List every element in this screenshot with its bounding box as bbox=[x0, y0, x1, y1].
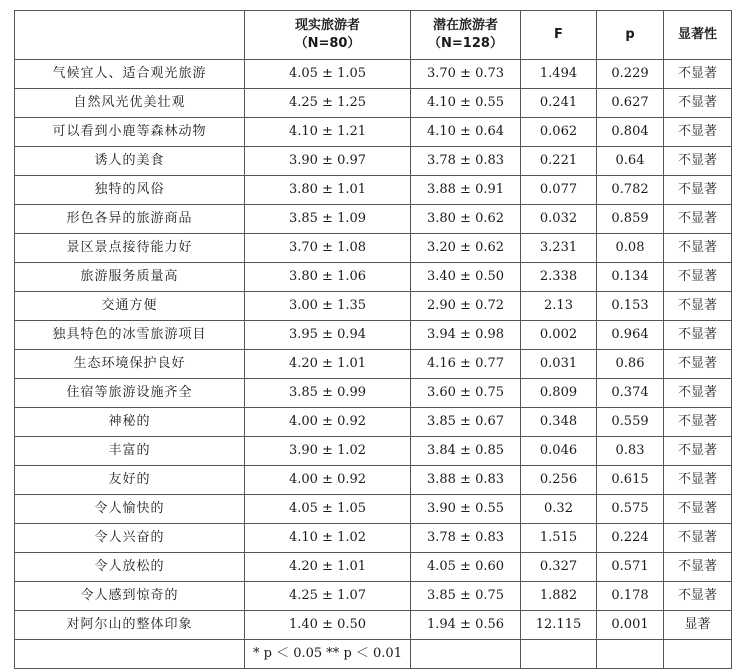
table-row bbox=[15, 437, 732, 466]
row-actual-mean: 3.90 ± 1.02 bbox=[245, 437, 411, 466]
row-potential-mean: 3.70 ± 0.73 bbox=[411, 60, 521, 89]
row-f-value: 0.348 bbox=[521, 408, 597, 437]
header-significance: 显著性 bbox=[664, 11, 732, 60]
row-significance: 显著 bbox=[664, 611, 732, 640]
row-significance: 不显著 bbox=[664, 205, 732, 234]
row-significance: 不显著 bbox=[664, 350, 732, 379]
row-significance: 不显著 bbox=[664, 89, 732, 118]
row-actual-mean: 4.20 ± 1.01 bbox=[245, 553, 411, 582]
row-potential-mean: 1.94 ± 0.56 bbox=[411, 611, 521, 640]
row-p-value: 0.86 bbox=[597, 350, 664, 379]
row-item: 住宿等旅游设施齐全 bbox=[15, 379, 245, 408]
row-potential-mean: 3.84 ± 0.85 bbox=[411, 437, 521, 466]
table-row bbox=[15, 495, 732, 524]
row-potential-mean: 3.90 ± 0.55 bbox=[411, 495, 521, 524]
row-item: 旅游服务质量高 bbox=[15, 263, 245, 292]
row-potential-mean: 4.10 ± 0.64 bbox=[411, 118, 521, 147]
row-actual-mean: 4.00 ± 0.92 bbox=[245, 408, 411, 437]
row-p-value: 0.374 bbox=[597, 379, 664, 408]
row-potential-mean: 3.80 ± 0.62 bbox=[411, 205, 521, 234]
row-item: 令人感到惊奇的 bbox=[15, 582, 245, 611]
row-p-value: 0.178 bbox=[597, 582, 664, 611]
row-p-value: 0.83 bbox=[597, 437, 664, 466]
row-p-value: 0.229 bbox=[597, 60, 664, 89]
row-p-value: 0.08 bbox=[597, 234, 664, 263]
row-potential-mean: 3.78 ± 0.83 bbox=[411, 524, 521, 553]
row-potential-mean: 3.78 ± 0.83 bbox=[411, 147, 521, 176]
table-row bbox=[15, 205, 732, 234]
footnote-blank-cell bbox=[411, 640, 521, 669]
row-potential-mean: 2.90 ± 0.72 bbox=[411, 292, 521, 321]
header-potential-tourists bbox=[411, 11, 521, 60]
table-row bbox=[15, 524, 732, 553]
table-row bbox=[15, 553, 732, 582]
row-p-value: 0.782 bbox=[597, 176, 664, 205]
row-p-value: 0.571 bbox=[597, 553, 664, 582]
row-item: 诱人的美食 bbox=[15, 147, 245, 176]
row-significance: 不显著 bbox=[664, 553, 732, 582]
row-actual-mean: 3.80 ± 1.01 bbox=[245, 176, 411, 205]
row-f-value: 12.115 bbox=[521, 611, 597, 640]
row-item: 生态环境保护良好 bbox=[15, 350, 245, 379]
row-significance: 不显著 bbox=[664, 582, 732, 611]
footnote-blank-cell bbox=[664, 640, 732, 669]
header-actual-line2: （N=80） bbox=[294, 36, 361, 51]
row-item: 令人放松的 bbox=[15, 553, 245, 582]
row-f-value: 0.241 bbox=[521, 89, 597, 118]
row-item: 交通方便 bbox=[15, 292, 245, 321]
row-actual-mean: 3.85 ± 0.99 bbox=[245, 379, 411, 408]
row-significance: 不显著 bbox=[664, 118, 732, 147]
row-item: 神秘的 bbox=[15, 408, 245, 437]
row-p-value: 0.64 bbox=[597, 147, 664, 176]
table-row bbox=[15, 234, 732, 263]
table-row bbox=[15, 89, 732, 118]
row-actual-mean: 4.00 ± 0.92 bbox=[245, 466, 411, 495]
row-actual-mean: 3.90 ± 0.97 bbox=[245, 147, 411, 176]
row-f-value: 0.031 bbox=[521, 350, 597, 379]
row-potential-mean: 3.60 ± 0.75 bbox=[411, 379, 521, 408]
row-f-value: 0.077 bbox=[521, 176, 597, 205]
footnote: * p ＜ 0.05 ** p ＜ 0.01 bbox=[245, 640, 411, 669]
row-item: 景区景点接待能力好 bbox=[15, 234, 245, 263]
row-actual-mean: 3.00 ± 1.35 bbox=[245, 292, 411, 321]
footnote-blank-cell bbox=[521, 640, 597, 669]
header-row bbox=[15, 11, 732, 60]
table-row bbox=[15, 379, 732, 408]
row-potential-mean: 3.85 ± 0.75 bbox=[411, 582, 521, 611]
row-p-value: 0.804 bbox=[597, 118, 664, 147]
row-significance: 不显著 bbox=[664, 263, 732, 292]
row-significance: 不显著 bbox=[664, 321, 732, 350]
header-actual-line1: 现实旅游者 bbox=[294, 18, 360, 33]
row-actual-mean: 4.10 ± 1.21 bbox=[245, 118, 411, 147]
row-item: 自然风光优美壮观 bbox=[15, 89, 245, 118]
row-significance: 不显著 bbox=[664, 408, 732, 437]
row-p-value: 0.001 bbox=[597, 611, 664, 640]
row-item: 独具特色的冰雪旅游项目 bbox=[15, 321, 245, 350]
table-body bbox=[15, 60, 732, 669]
row-item: 形色各异的旅游商品 bbox=[15, 205, 245, 234]
header-potential-line1: 潜在旅游者 bbox=[432, 18, 498, 33]
row-significance: 不显著 bbox=[664, 60, 732, 89]
row-actual-mean: 4.20 ± 1.01 bbox=[245, 350, 411, 379]
row-significance: 不显著 bbox=[664, 292, 732, 321]
row-f-value: 1.882 bbox=[521, 582, 597, 611]
row-p-value: 0.134 bbox=[597, 263, 664, 292]
row-actual-mean: 4.10 ± 1.02 bbox=[245, 524, 411, 553]
table-row bbox=[15, 147, 732, 176]
row-f-value: 0.809 bbox=[521, 379, 597, 408]
table-row bbox=[15, 263, 732, 292]
row-p-value: 0.575 bbox=[597, 495, 664, 524]
header-potential-line2: （N=128） bbox=[428, 36, 503, 51]
row-item: 令人愉快的 bbox=[15, 495, 245, 524]
row-actual-mean: 3.95 ± 0.94 bbox=[245, 321, 411, 350]
row-p-value: 0.859 bbox=[597, 205, 664, 234]
row-potential-mean: 3.40 ± 0.50 bbox=[411, 263, 521, 292]
row-item: 可以看到小鹿等森林动物 bbox=[15, 118, 245, 147]
row-p-value: 0.964 bbox=[597, 321, 664, 350]
row-p-value: 0.627 bbox=[597, 89, 664, 118]
row-item: 友好的 bbox=[15, 466, 245, 495]
row-significance: 不显著 bbox=[664, 437, 732, 466]
row-potential-mean: 3.85 ± 0.67 bbox=[411, 408, 521, 437]
comparison-table bbox=[14, 10, 732, 669]
row-potential-mean: 3.88 ± 0.91 bbox=[411, 176, 521, 205]
row-f-value: 0.002 bbox=[521, 321, 597, 350]
footnote-blank-cell bbox=[597, 640, 664, 669]
row-potential-mean: 4.10 ± 0.55 bbox=[411, 89, 521, 118]
row-item: 气候宜人、适合观光旅游 bbox=[15, 60, 245, 89]
row-potential-mean: 3.88 ± 0.83 bbox=[411, 466, 521, 495]
table-row bbox=[15, 118, 732, 147]
table-row bbox=[15, 466, 732, 495]
table-row bbox=[15, 611, 732, 640]
row-f-value: 0.032 bbox=[521, 205, 597, 234]
row-actual-mean: 1.40 ± 0.50 bbox=[245, 611, 411, 640]
header-actual-tourists bbox=[245, 11, 411, 60]
row-actual-mean: 4.25 ± 1.25 bbox=[245, 89, 411, 118]
row-f-value: 1.494 bbox=[521, 60, 597, 89]
header-f: F bbox=[521, 11, 597, 60]
table-row bbox=[15, 582, 732, 611]
row-f-value: 0.32 bbox=[521, 495, 597, 524]
row-f-value: 2.13 bbox=[521, 292, 597, 321]
footnote-blank-cell bbox=[15, 640, 245, 669]
row-item: 独特的风俗 bbox=[15, 176, 245, 205]
row-p-value: 0.224 bbox=[597, 524, 664, 553]
row-potential-mean: 4.05 ± 0.60 bbox=[411, 553, 521, 582]
row-p-value: 0.615 bbox=[597, 466, 664, 495]
row-significance: 不显著 bbox=[664, 466, 732, 495]
table-row bbox=[15, 60, 732, 89]
row-significance: 不显著 bbox=[664, 495, 732, 524]
row-f-value: 1.515 bbox=[521, 524, 597, 553]
row-actual-mean: 3.70 ± 1.08 bbox=[245, 234, 411, 263]
footnote-row bbox=[15, 640, 732, 669]
row-item: 丰富的 bbox=[15, 437, 245, 466]
row-p-value: 0.153 bbox=[597, 292, 664, 321]
table-row bbox=[15, 350, 732, 379]
header-item bbox=[15, 11, 245, 60]
row-f-value: 0.256 bbox=[521, 466, 597, 495]
row-significance: 不显著 bbox=[664, 147, 732, 176]
row-actual-mean: 3.80 ± 1.06 bbox=[245, 263, 411, 292]
table-row bbox=[15, 321, 732, 350]
row-significance: 不显著 bbox=[664, 234, 732, 263]
row-f-value: 3.231 bbox=[521, 234, 597, 263]
row-item: 令人兴奋的 bbox=[15, 524, 245, 553]
row-potential-mean: 3.20 ± 0.62 bbox=[411, 234, 521, 263]
row-f-value: 2.338 bbox=[521, 263, 597, 292]
row-actual-mean: 4.05 ± 1.05 bbox=[245, 60, 411, 89]
table-row bbox=[15, 176, 732, 205]
row-f-value: 0.327 bbox=[521, 553, 597, 582]
row-significance: 不显著 bbox=[664, 379, 732, 408]
row-item: 对阿尔山的整体印象 bbox=[15, 611, 245, 640]
table-row bbox=[15, 408, 732, 437]
row-significance: 不显著 bbox=[664, 176, 732, 205]
row-f-value: 0.046 bbox=[521, 437, 597, 466]
header-p: p bbox=[597, 11, 664, 60]
row-significance: 不显著 bbox=[664, 524, 732, 553]
row-potential-mean: 3.94 ± 0.98 bbox=[411, 321, 521, 350]
row-potential-mean: 4.16 ± 0.77 bbox=[411, 350, 521, 379]
row-actual-mean: 4.25 ± 1.07 bbox=[245, 582, 411, 611]
row-p-value: 0.559 bbox=[597, 408, 664, 437]
row-actual-mean: 3.85 ± 1.09 bbox=[245, 205, 411, 234]
table-row bbox=[15, 292, 732, 321]
row-f-value: 0.221 bbox=[521, 147, 597, 176]
row-f-value: 0.062 bbox=[521, 118, 597, 147]
row-actual-mean: 4.05 ± 1.05 bbox=[245, 495, 411, 524]
